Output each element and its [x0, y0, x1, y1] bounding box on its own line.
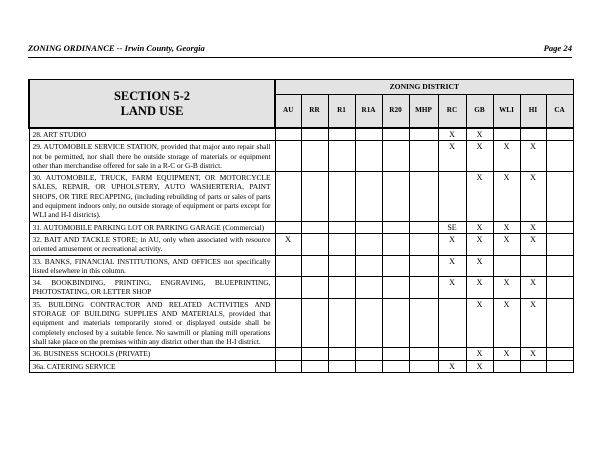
permit-cell-rc: X	[438, 255, 466, 277]
permit-cell-mhp	[409, 360, 438, 372]
permit-cell-r1a	[355, 255, 382, 277]
section-title: LAND USE	[120, 103, 184, 118]
land-use-cell: 30. AUTOMOBILE, TRUCK, FARM EQUIPMENT, OR MOTORCYCLE SALES, REPAIR, OR UPHOLSTERY, AUTO WASHERTERIA, PAINT SHOPS, OR TIRE RECAPPING, (including rebuilding of parts or sales of parts and equipment indoors only, no outside storage of equipment or parts except for WLI and H-I districts).	[29, 172, 275, 221]
permit-cell-au	[275, 348, 301, 360]
land-use-cell: 35. BUILDING CONTRACTOR AND RELATED ACTIVITIES AND STORAGE OF BUILDING SUPPLIES AND MATERIALS, provided that equipment and materials temporarily stored or displayed outside shall be completely enclosed by a suitable fence. No sawmill or planing mill operations shall take place on the premises within any district other than the H-I district.	[29, 298, 275, 347]
land-use-cell: 31. AUTOMOBILE PARKING LOT OR PARKING GARAGE (Commercial)	[29, 221, 275, 233]
permit-cell-hi: X	[520, 277, 546, 299]
permit-cell-hi: X	[520, 348, 546, 360]
zoning-table	[28, 79, 574, 373]
permit-cell-r20	[382, 255, 409, 277]
zoning-district-heading: ZONING DISTRICT	[275, 80, 573, 95]
table-row	[29, 128, 573, 141]
table-row	[29, 348, 573, 360]
district-header-rr: RR	[301, 95, 328, 129]
permit-cell-au: X	[275, 233, 301, 255]
page-number: Page 24	[543, 43, 572, 53]
permit-cell-gb: X	[466, 255, 493, 277]
permit-cell-gb: X	[466, 360, 493, 372]
table-row	[29, 172, 573, 221]
permit-cell-ca	[546, 128, 573, 141]
table-body	[29, 128, 573, 372]
permit-cell-ca	[546, 255, 573, 277]
permit-cell-rr	[301, 221, 328, 233]
district-header-r1: R1	[328, 95, 355, 129]
permit-cell-wli	[493, 255, 520, 277]
permit-cell-r20	[382, 348, 409, 360]
district-header-r1a: R1A	[355, 95, 382, 129]
permit-cell-r20	[382, 128, 409, 141]
permit-cell-ca	[546, 172, 573, 221]
permit-cell-r1a	[355, 360, 382, 372]
permit-cell-au	[275, 277, 301, 299]
permit-cell-r1a	[355, 348, 382, 360]
permit-cell-ca	[546, 360, 573, 372]
land-use-cell: 36a. CATERING SERVICE	[29, 360, 275, 372]
permit-cell-hi: X	[520, 172, 546, 221]
permit-cell-r1a	[355, 277, 382, 299]
permit-cell-hi	[520, 255, 546, 277]
permit-cell-rr	[301, 277, 328, 299]
permit-cell-au	[275, 360, 301, 372]
permit-cell-rr	[301, 141, 328, 172]
permit-cell-gb: X	[466, 141, 493, 172]
permit-cell-rc: SE	[438, 221, 466, 233]
permit-cell-rc: X	[438, 128, 466, 141]
header-rule	[28, 57, 572, 58]
table-row	[29, 141, 573, 172]
table-row	[29, 360, 573, 372]
table-row	[29, 255, 573, 277]
permit-cell-rr	[301, 255, 328, 277]
land-use-cell: 29. AUTOMOBILE SERVICE STATION, provided that major auto repair shall not be permitted, nor shall there be outside storage of materials or equipment other than merchandise offered for sale in a R-C or G-B district.	[29, 141, 275, 172]
permit-cell-r1a	[355, 128, 382, 141]
permit-cell-mhp	[409, 221, 438, 233]
permit-cell-wli: X	[493, 298, 520, 347]
permit-cell-rc: X	[438, 233, 466, 255]
permit-cell-rc	[438, 172, 466, 221]
district-header-mhp: MHP	[409, 95, 438, 129]
permit-cell-wli	[493, 360, 520, 372]
permit-cell-r20	[382, 277, 409, 299]
section-number: SECTION 5-2	[113, 88, 191, 103]
permit-cell-wli: X	[493, 348, 520, 360]
permit-cell-rr	[301, 172, 328, 221]
permit-cell-r1	[328, 277, 355, 299]
table-row	[29, 277, 573, 299]
permit-cell-rr	[301, 360, 328, 372]
land-use-cell: 33. BANKS, FINANCIAL INSTITUTIONS, AND OFFICES not specifically listed elsewhere in this column.	[29, 255, 275, 277]
permit-cell-wli: X	[493, 172, 520, 221]
permit-cell-ca	[546, 298, 573, 347]
district-header-hi: HI	[520, 95, 546, 129]
permit-cell-gb: X	[466, 298, 493, 347]
permit-cell-rr	[301, 233, 328, 255]
district-header-ca: CA	[546, 95, 573, 129]
permit-cell-au	[275, 221, 301, 233]
permit-cell-au	[275, 298, 301, 347]
permit-cell-rc: X	[438, 360, 466, 372]
table-header	[29, 80, 573, 129]
permit-cell-r1	[328, 172, 355, 221]
permit-cell-r20	[382, 360, 409, 372]
land-use-cell: 34. BOOKBINDING, PRINTING, ENGRAVING, BLUEPRINTING, PHOTOSTATING, OR LETTER SHOP	[29, 277, 275, 299]
permit-cell-wli: X	[493, 277, 520, 299]
permit-cell-gb: X	[466, 348, 493, 360]
permit-cell-wli: X	[493, 221, 520, 233]
permit-cell-r20	[382, 233, 409, 255]
permit-cell-mhp	[409, 348, 438, 360]
permit-cell-ca	[546, 141, 573, 172]
permit-cell-rc: X	[438, 277, 466, 299]
permit-cell-wli	[493, 128, 520, 141]
permit-cell-hi	[520, 360, 546, 372]
permit-cell-gb: X	[466, 233, 493, 255]
permit-cell-r1	[328, 360, 355, 372]
permit-cell-r1	[328, 348, 355, 360]
permit-cell-rr	[301, 128, 328, 141]
permit-cell-r1	[328, 221, 355, 233]
page-header	[28, 43, 572, 57]
permit-cell-rr	[301, 298, 328, 347]
permit-cell-rr	[301, 348, 328, 360]
permit-cell-rc	[438, 298, 466, 347]
permit-cell-hi: X	[520, 221, 546, 233]
permit-cell-ca	[546, 221, 573, 233]
permit-cell-r1	[328, 233, 355, 255]
permit-cell-mhp	[409, 128, 438, 141]
permit-cell-r1	[328, 298, 355, 347]
permit-cell-wli: X	[493, 233, 520, 255]
permit-cell-hi	[520, 128, 546, 141]
permit-cell-r20	[382, 221, 409, 233]
permit-cell-mhp	[409, 255, 438, 277]
permit-cell-mhp	[409, 233, 438, 255]
permit-cell-r1a	[355, 221, 382, 233]
permit-cell-rc	[438, 348, 466, 360]
permit-cell-ca	[546, 233, 573, 255]
permit-cell-au	[275, 172, 301, 221]
permit-cell-gb: X	[466, 128, 493, 141]
permit-cell-wli: X	[493, 141, 520, 172]
permit-cell-hi: X	[520, 233, 546, 255]
table-row	[29, 233, 573, 255]
permit-cell-r1a	[355, 298, 382, 347]
permit-cell-r1a	[355, 233, 382, 255]
permit-cell-mhp	[409, 141, 438, 172]
land-use-cell: 36. BUSINESS SCHOOLS (PRIVATE)	[29, 348, 275, 360]
district-header-au: AU	[275, 95, 301, 129]
permit-cell-ca	[546, 277, 573, 299]
district-header-gb: GB	[466, 95, 493, 129]
permit-cell-r1	[328, 128, 355, 141]
permit-cell-gb: X	[466, 221, 493, 233]
district-header-wli: WLI	[493, 95, 520, 129]
permit-cell-ca	[546, 348, 573, 360]
permit-cell-mhp	[409, 172, 438, 221]
permit-cell-r20	[382, 172, 409, 221]
permit-cell-gb: X	[466, 172, 493, 221]
permit-cell-r1a	[355, 172, 382, 221]
permit-cell-r1a	[355, 141, 382, 172]
permit-cell-au	[275, 141, 301, 172]
permit-cell-rc: X	[438, 141, 466, 172]
permit-cell-r1	[328, 255, 355, 277]
section-heading	[29, 80, 275, 129]
permit-cell-mhp	[409, 277, 438, 299]
permit-cell-hi: X	[520, 298, 546, 347]
permit-cell-hi: X	[520, 141, 546, 172]
permit-cell-au	[275, 255, 301, 277]
land-use-cell: 32. BAIT AND TACKLE STORE; in AU, only when associated with resource oriented amusement or recreational activity.	[29, 233, 275, 255]
permit-cell-r20	[382, 141, 409, 172]
permit-cell-r20	[382, 298, 409, 347]
document-title: ZONING ORDINANCE -- Irwin County, Georgia	[28, 43, 205, 53]
land-use-cell: 28. ART STUDIO	[29, 128, 275, 141]
permit-cell-au	[275, 128, 301, 141]
district-header-rc: RC	[438, 95, 466, 129]
table-row	[29, 221, 573, 233]
permit-cell-r1	[328, 141, 355, 172]
permit-cell-mhp	[409, 298, 438, 347]
district-header-r20: R20	[382, 95, 409, 129]
permit-cell-gb: X	[466, 277, 493, 299]
table-row	[29, 298, 573, 347]
